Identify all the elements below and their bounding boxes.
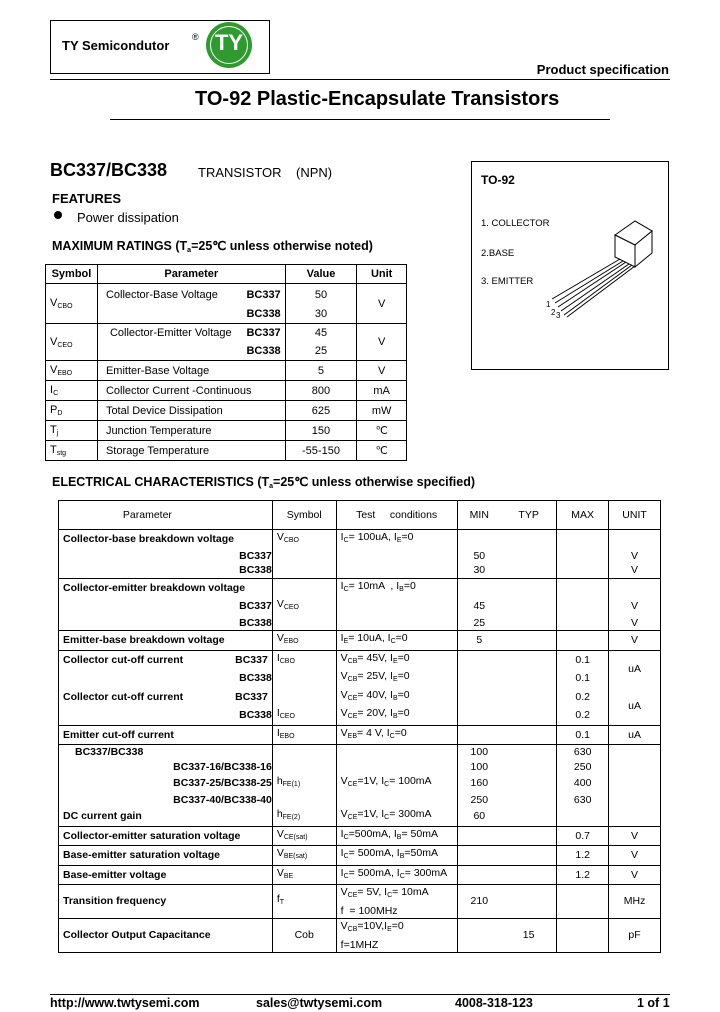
table-row [59, 530, 661, 549]
table-row [46, 361, 407, 381]
condition: $V_{CE}= 20V$, $I_B=0$ [336, 706, 457, 725]
unit: V [357, 284, 407, 324]
parameter: Storage Temperature [97, 441, 285, 461]
max [557, 563, 609, 578]
col-parameter: Parameter [97, 265, 285, 284]
table-row [59, 919, 661, 938]
unit [609, 793, 661, 808]
min [457, 846, 501, 866]
min: 45 [457, 597, 501, 616]
table-header [59, 501, 661, 530]
table-row [59, 549, 661, 564]
symbol: $f_T$ [272, 885, 336, 919]
max [557, 549, 609, 564]
features-heading: FEATURES [52, 191, 122, 206]
symbol: Cob [272, 919, 336, 953]
unit [609, 530, 661, 549]
condition: $I_C= 500mA$, $I_C= 300mA$ [336, 865, 457, 885]
symbol [272, 563, 336, 578]
unit [609, 578, 661, 597]
min: 210 [457, 885, 501, 919]
unit: uA [609, 650, 661, 688]
table-row [59, 669, 661, 688]
unit: V [609, 616, 661, 631]
max [557, 807, 609, 826]
col-unit: Unit [357, 265, 407, 284]
typ [501, 774, 557, 793]
parameter: Total Device Dissipation [97, 401, 285, 421]
condition [336, 793, 457, 808]
condition: $I_C= 100uA$, $I_E=0$ [336, 530, 457, 549]
symbol [272, 669, 336, 688]
condition: $V_{CE}= 5V$, $I_C= 10mA$ [336, 885, 457, 904]
header-rule [50, 79, 670, 80]
typ [501, 706, 557, 725]
unit: ℃ [357, 421, 407, 441]
typ [501, 578, 557, 597]
condition: $V_{CB}=10V,I_E=0$ [336, 919, 457, 938]
max: 0.1 [557, 725, 609, 745]
typ [501, 549, 557, 564]
symbol: $T_j$ [46, 421, 98, 441]
part: BC337 [59, 597, 273, 616]
condition [336, 760, 457, 775]
unit: mW [357, 401, 407, 421]
typ [501, 631, 557, 651]
parameter: Junction Temperature [97, 421, 285, 441]
symbol: $I_{CBO}$ [272, 650, 336, 669]
unit [609, 774, 661, 793]
parameter: DC current gain [59, 807, 273, 826]
min [457, 578, 501, 597]
pin-num-3: 3 [556, 311, 561, 320]
parameter: BC337/BC338 [59, 745, 273, 760]
unit: V [609, 597, 661, 616]
parameter: Collector-emitter saturation voltage [59, 826, 273, 846]
col-value: Value [285, 265, 357, 284]
unit: V [609, 549, 661, 564]
electrical-heading: ELECTRICAL CHARACTERISTICS ($T_a=25℃$ unless otherwise specified) [52, 475, 476, 490]
parameter: Collector cut-off current BC337 [59, 688, 273, 707]
feature-item: Power dissipation [77, 210, 179, 225]
max [557, 631, 609, 651]
parameter: Collector-Emitter Voltage BC337 BC338 [97, 324, 285, 361]
typ [501, 760, 557, 775]
unit: uA [609, 725, 661, 745]
typ [501, 616, 557, 631]
max: 630 [557, 793, 609, 808]
value: 800 [285, 381, 357, 401]
value: 150 [285, 421, 357, 441]
condition: f = 100MHz [336, 904, 457, 919]
max-ratings-heading: MAXIMUM RATINGS ($T_a=25℃$ unless otherwise noted) [52, 239, 373, 254]
table-row [59, 760, 661, 775]
min [457, 725, 501, 745]
part-number: BC337/BC338 [50, 160, 168, 180]
min: 100 [457, 760, 501, 775]
footer-phone: 4008-318-123 [455, 996, 533, 1010]
unit: V [609, 631, 661, 651]
unit: uA [609, 688, 661, 726]
package-name: TO-92 [481, 173, 515, 187]
parameter: Collector Output Capacitance [59, 919, 273, 953]
table-row [46, 284, 407, 324]
typ [501, 745, 557, 760]
symbol [272, 578, 336, 597]
max: 0.1 [557, 650, 609, 669]
parameter: Collector-base breakdown voltage [59, 530, 273, 549]
symbol: $V_{BE}$ [272, 865, 336, 885]
col-symbol: Symbol [46, 265, 98, 284]
max [557, 578, 609, 597]
typ [501, 793, 557, 808]
condition: $V_{CE}= 40V$, $I_B=0$ [336, 688, 457, 707]
pin-collector: 1. COLLECTOR [481, 218, 550, 229]
min [457, 650, 501, 669]
part: BC338 [59, 563, 273, 578]
parameter: Collector cut-off current BC337 [59, 650, 273, 669]
parameter: Collector Current -Continuous [97, 381, 285, 401]
unit [609, 760, 661, 775]
pin-num-1: 1 [546, 300, 551, 309]
max [557, 616, 609, 631]
min [457, 688, 501, 707]
unit: V [609, 826, 661, 846]
part: BC337-25/BC338-25 [59, 774, 273, 793]
page-title: TO-92 Plastic-Encapsulate Transistors [195, 88, 560, 110]
table-row [59, 578, 661, 597]
part: BC338 [59, 616, 273, 631]
condition [336, 563, 457, 578]
symbol: $V_{CBO}$ [46, 284, 98, 324]
parameter: Emitter-Base Voltage [97, 361, 285, 381]
max: 0.1 [557, 669, 609, 688]
symbol [272, 793, 336, 808]
condition [336, 549, 457, 564]
parameter: Transition frequency [59, 885, 273, 919]
pin-emitter: 3. EMITTER [481, 276, 534, 287]
min [457, 530, 501, 549]
part: BC337 [59, 549, 273, 564]
symbol: $V_{EBO}$ [272, 631, 336, 651]
condition: $I_E= 10uA$, $I_C=0$ [336, 631, 457, 651]
col-symbol: Symbol [272, 501, 336, 530]
condition [336, 745, 457, 760]
logo-text: TY [214, 30, 244, 55]
unit: V [609, 865, 661, 885]
value: -55-150 [285, 441, 357, 461]
max: 0.2 [557, 706, 609, 725]
parameter: Emitter cut-off current [59, 725, 273, 745]
title-rule [110, 119, 610, 120]
part: BC338 [59, 669, 273, 688]
pin-num-2: 2 [551, 308, 556, 317]
typ [501, 826, 557, 846]
typ [501, 807, 557, 826]
min [457, 826, 501, 846]
table-row [59, 846, 661, 866]
unit [609, 807, 661, 826]
page-number: 1 of 1 [637, 996, 670, 1010]
table-row [59, 725, 661, 745]
symbol: $V_{EBO}$ [46, 361, 98, 381]
min: 25 [457, 616, 501, 631]
max [557, 919, 609, 953]
condition: $I_C= 10mA$ , $I_B=0$ [336, 578, 457, 597]
max [557, 530, 609, 549]
min: 160 [457, 774, 501, 793]
symbol: $I_{EBO}$ [272, 725, 336, 745]
electrical-table [58, 500, 661, 953]
symbol: $V_{CBO}$ [272, 530, 336, 549]
typ: 15 [501, 919, 557, 953]
condition: $V_{CE}=1V$, $I_C= 100mA$ [336, 774, 457, 793]
table-row [46, 381, 407, 401]
max: 0.7 [557, 826, 609, 846]
max: 250 [557, 760, 609, 775]
col-test-conditions: Test conditions [336, 501, 457, 530]
value: 50 30 [285, 284, 357, 324]
condition [336, 616, 457, 631]
pin-base: 2.BASE [481, 248, 515, 259]
typ [501, 530, 557, 549]
product-specification-label: Product specification [536, 62, 669, 77]
part: BC337-16/BC338-16 [59, 760, 273, 775]
unit: ℃ [357, 441, 407, 461]
parameter: Emitter-base breakdown voltage [59, 631, 273, 651]
footer-rule [50, 994, 670, 995]
table-row [46, 441, 407, 461]
max [557, 597, 609, 616]
parameter: Base-emitter voltage [59, 865, 273, 885]
table-row [59, 826, 661, 846]
parameter: Base-emitter saturation voltage [59, 846, 273, 866]
table-row [59, 745, 661, 760]
table-row [46, 421, 407, 441]
typ [501, 650, 557, 669]
table-row [59, 616, 661, 631]
parameter: Collector-emitter breakdown voltage [59, 578, 273, 597]
min [457, 865, 501, 885]
symbol: $V_{CE(sat)}$ [272, 826, 336, 846]
min: 5 [457, 631, 501, 651]
part-type: TRANSISTOR (NPN) [198, 165, 333, 180]
typ [501, 688, 557, 707]
condition: $V_{EB}= 4$ V, $I_C=0$ [336, 725, 457, 745]
min: 60 [457, 807, 501, 826]
unit: pF [609, 919, 661, 953]
table-row [59, 688, 661, 707]
min: 30 [457, 563, 501, 578]
symbol [272, 745, 336, 760]
footer-url-link[interactable]: http://www.twtysemi.com [50, 996, 200, 1010]
symbol: $h_{FE(2)}$ [272, 807, 336, 826]
min [457, 919, 501, 953]
symbol: $P_D$ [46, 401, 98, 421]
value: 625 [285, 401, 357, 421]
symbol: $V_{CEO}$ [46, 324, 98, 361]
max: 1.2 [557, 865, 609, 885]
to92-package-icon [540, 205, 660, 325]
min: 100 [457, 745, 501, 760]
value: 45 25 [285, 324, 357, 361]
condition: $I_C=500mA$, $I_B= 50mA$ [336, 826, 457, 846]
footer-email-link[interactable]: sales@twtysemi.com [256, 996, 383, 1010]
table-header [46, 265, 407, 284]
typ [501, 725, 557, 745]
part: BC337-40/BC338-40 [59, 793, 273, 808]
typ [501, 885, 557, 919]
max: 400 [557, 774, 609, 793]
col-typ: TYP [501, 501, 557, 530]
unit: V [357, 361, 407, 381]
condition: $I_C= 500mA$, $I_B=50mA$ [336, 846, 457, 866]
table-row [59, 631, 661, 651]
bullet-icon [54, 211, 62, 219]
table-row [59, 774, 661, 793]
typ [501, 597, 557, 616]
symbol: $h_{FE(1)}$ [272, 774, 336, 793]
table-row [59, 793, 661, 808]
table-row [59, 807, 661, 826]
col-parameter: Parameter [59, 501, 273, 530]
unit: V [609, 563, 661, 578]
max [557, 885, 609, 919]
table-row [46, 401, 407, 421]
max: 630 [557, 745, 609, 760]
brand-name: TY Semicondutor [62, 38, 170, 53]
symbol: $V_{CEO}$ [272, 597, 336, 616]
col-max: MAX [557, 501, 609, 530]
condition: $V_{CB}= 25V$, $I_E=0$ [336, 669, 457, 688]
table-row [59, 865, 661, 885]
symbol: $T_{stg}$ [46, 441, 98, 461]
condition [336, 597, 457, 616]
symbol [272, 688, 336, 707]
condition: $V_{CB}= 45V$, $I_E=0$ [336, 650, 457, 669]
typ [501, 846, 557, 866]
max-ratings-table [45, 264, 407, 461]
symbol [272, 616, 336, 631]
typ [501, 669, 557, 688]
typ [501, 563, 557, 578]
unit: mA [357, 381, 407, 401]
registered-mark: ® [192, 32, 199, 42]
col-min: MIN [457, 501, 501, 530]
table-row [46, 324, 407, 361]
unit: V [609, 846, 661, 866]
min: 50 [457, 549, 501, 564]
symbol [272, 549, 336, 564]
table-row [59, 885, 661, 904]
condition: f=1MHZ [336, 938, 457, 953]
min [457, 706, 501, 725]
part: BC338 [59, 706, 273, 725]
min: 250 [457, 793, 501, 808]
table-row [59, 650, 661, 669]
max: 0.2 [557, 688, 609, 707]
table-row [59, 706, 661, 725]
value: 5 [285, 361, 357, 381]
max: 1.2 [557, 846, 609, 866]
parameter: Collector-Base Voltage BC337 BC338 [97, 284, 285, 324]
unit: V [357, 324, 407, 361]
unit [609, 745, 661, 760]
table-row [59, 563, 661, 578]
table-row [59, 597, 661, 616]
symbol [272, 760, 336, 775]
symbol: $I_{CEO}$ [272, 706, 336, 725]
condition: $V_{CE}=1V$, $I_C= 300mA$ [336, 807, 457, 826]
typ [501, 865, 557, 885]
min [457, 669, 501, 688]
symbol: $V_{BE(sat)}$ [272, 846, 336, 866]
unit: MHz [609, 885, 661, 919]
symbol: $I_C$ [46, 381, 98, 401]
col-unit: UNIT [609, 501, 661, 530]
